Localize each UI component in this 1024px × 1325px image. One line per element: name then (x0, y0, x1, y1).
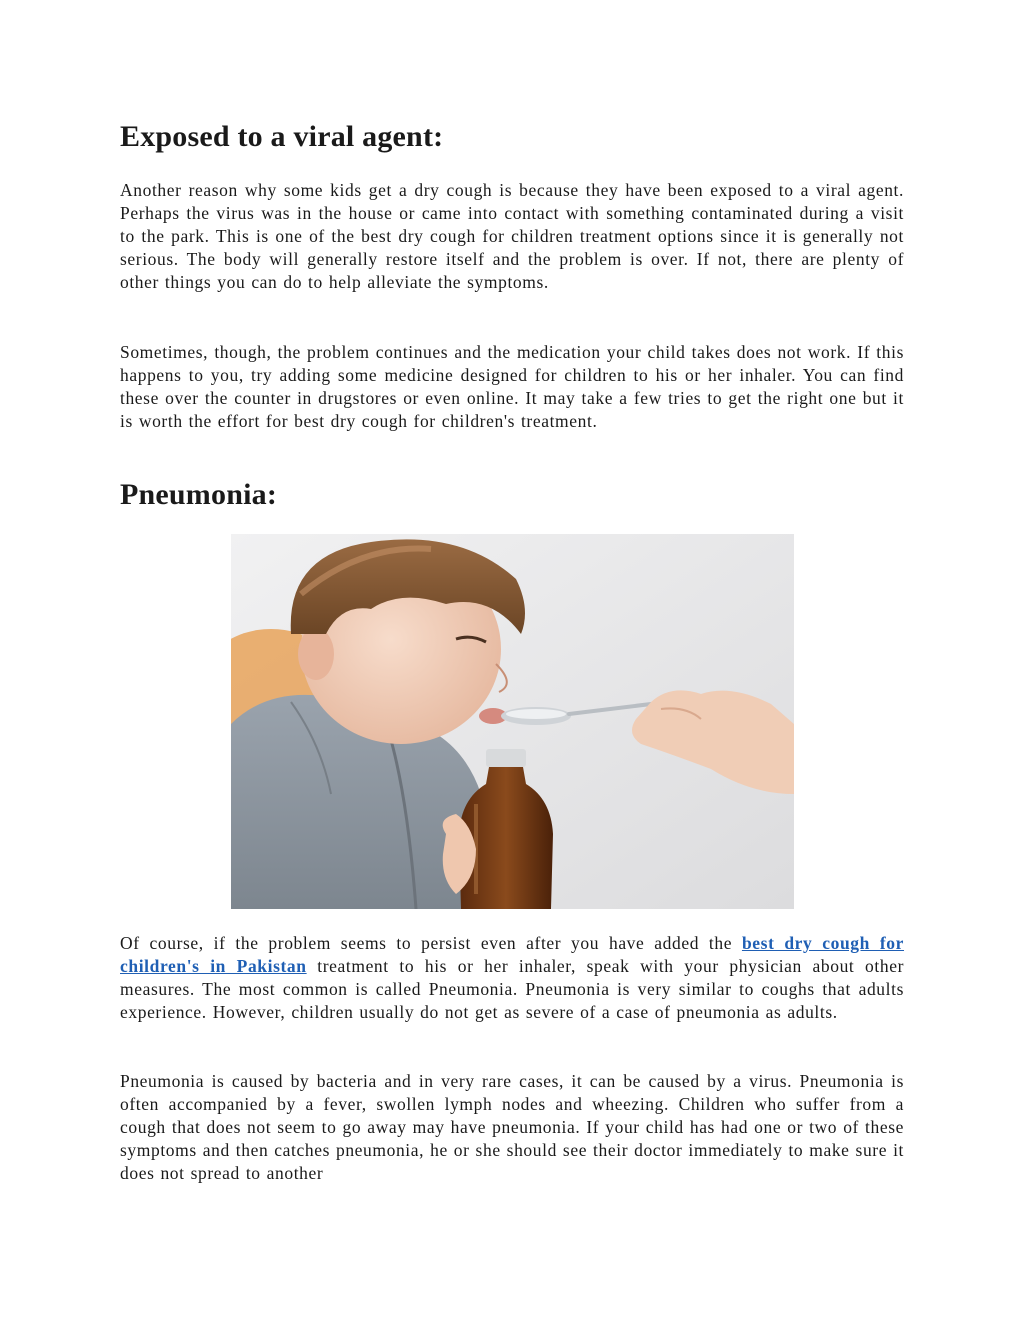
heading-pneumonia: Pneumonia: (120, 478, 278, 511)
heading-exposed-to-viral-agent: Exposed to a viral agent: (120, 120, 444, 153)
paragraph-medication-not-working: Sometimes, though, the problem continues and the medication your child takes does not work. If this happens to you, try adding some medicine designed for children to his or her inhaler. You can find these over the counter in drugstores or even online. It may take a few tries to get the right one but it is worth the effort for best dry cough for children's treatment. (120, 342, 904, 431)
paragraph-pneumonia-causes: Pneumonia is caused by bacteria and in very rare cases, it can be caused by a virus. Pneumonia is often accompanied by a fever, swollen lymph nodes and wheezing. Children who suffer from a cough that does not seem to go away may have pneumonia. If your child has had one or two of these symptoms and then catches pneumonia, he or she should see their doctor immediately to make sure it does not spread to another (120, 1071, 904, 1183)
paragraph-text-after-link: treatment to his or her inhaler, speak with your physician about other measures. The most common is called Pneumonia. Pneumonia is very similar to coughs that adults experience. However, children usually do not get as severe of a case of pneumonia as adults. (120, 956, 904, 1022)
paragraph-viral-agent: Another reason why some kids get a dry cough is because they have been exposed to a viral agent. Perhaps the virus was in the house or came into contact with something contaminated during a visit to the park. This is one of the best dry cough for children treatment options since it is generally not serious. The body will generally restore itself and the problem is over. If not, there are plenty of other things you can do to help alleviate the symptoms. (120, 180, 904, 292)
paragraph-pneumonia-intro (120, 932, 904, 1024)
child-taking-cough-syrup-photo (231, 534, 794, 909)
paragraph-text-before-link: Of course, if the problem seems to persist even after you have added the (120, 933, 742, 953)
best-dry-cough-link[interactable]: best dry cough for children's in Pakistan (120, 933, 904, 976)
